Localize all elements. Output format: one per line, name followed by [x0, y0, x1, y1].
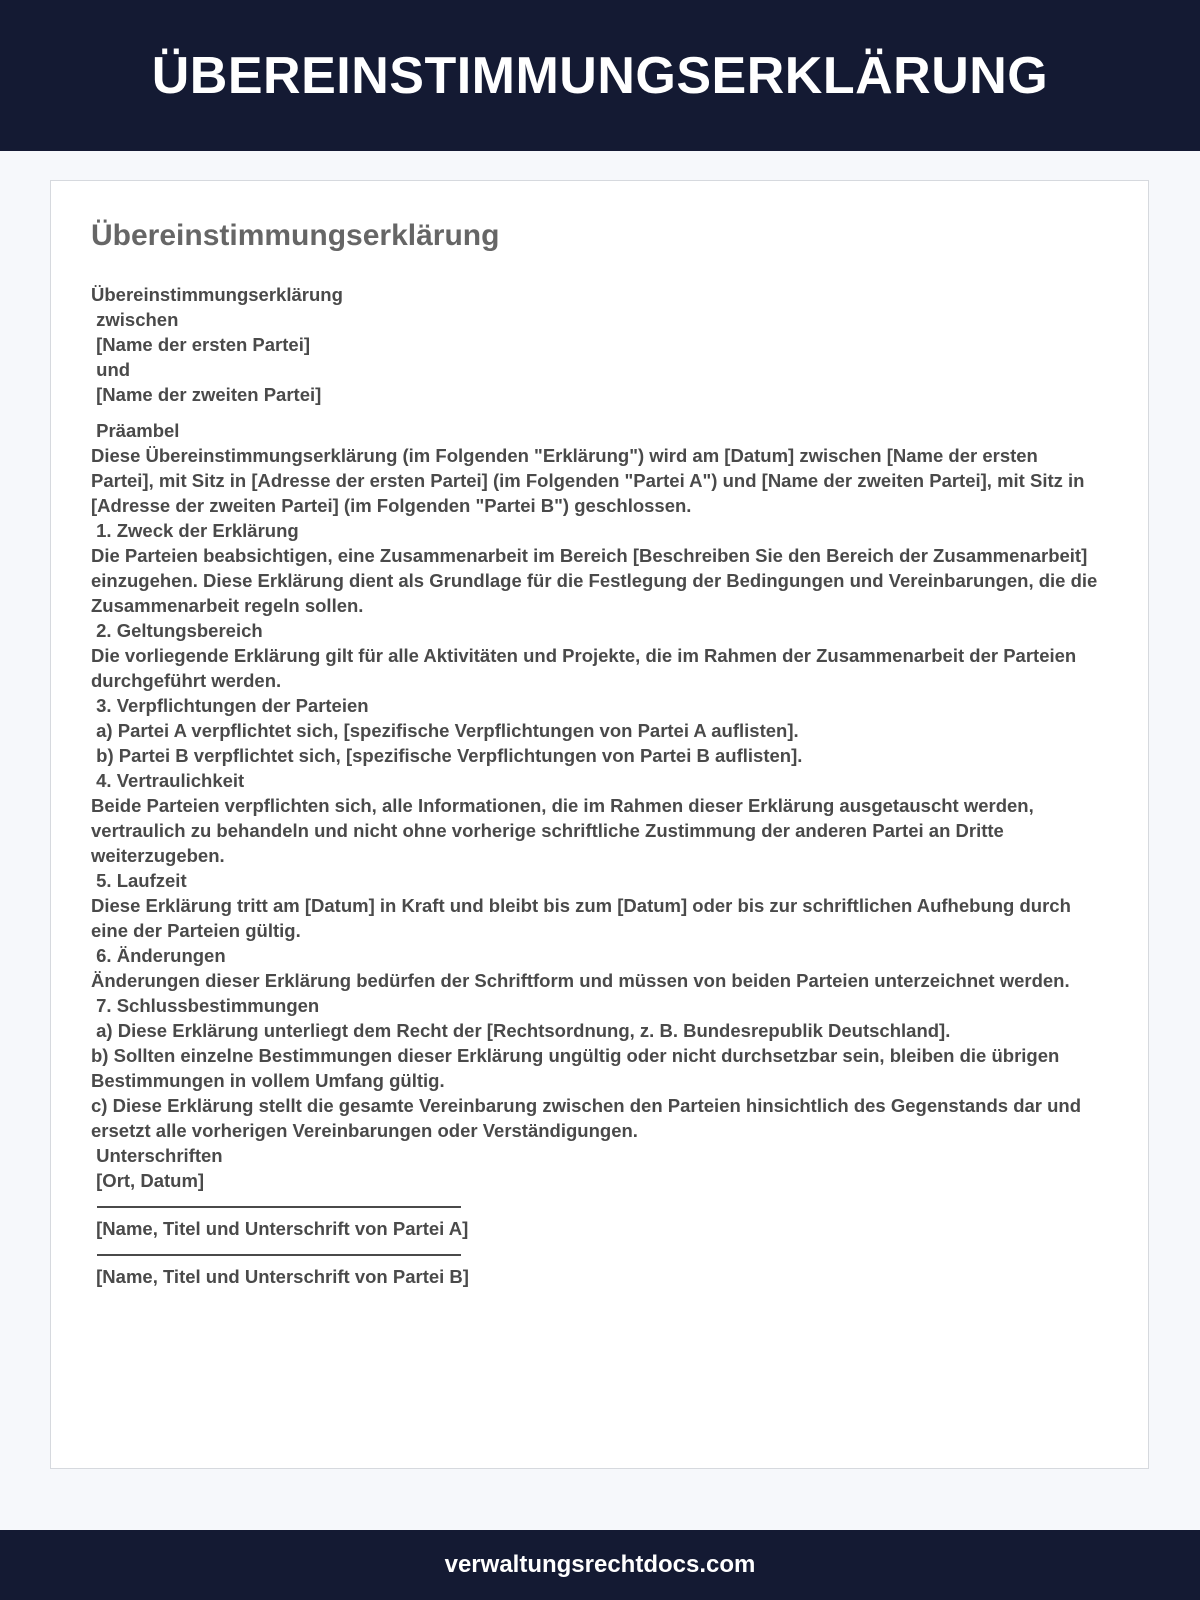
place-date: [Ort, Datum] — [91, 1170, 205, 1191]
section-7-heading: 7. Schlussbestimmungen — [91, 995, 320, 1016]
section-5-heading: 5. Laufzeit — [91, 870, 187, 891]
section-7-item-a: a) Diese Erklärung unterliegt dem Recht der [Rechtsordnung, z. B. Bundesrepublik Deutschland]. — [91, 1020, 951, 1041]
section-3-item-a: a) Partei A verpflichtet sich, [spezifische Verpflichtungen von Partei A auflisten]. — [91, 720, 799, 741]
section-6-heading: 6. Änderungen — [91, 945, 226, 966]
section-1-text: Die Parteien beabsichtigen, eine Zusammenarbeit im Bereich [Beschreiben Sie den Bereich der Zusammenarbeit] einzugehen. Diese Erklärung dient als Grundlage für die Festlegung der Bedingungen und Vereinbarungen, die die Zusammenarbeit regeln sollen. — [91, 545, 1103, 616]
intro-line: zwischen — [91, 309, 179, 330]
signature-line-a — [97, 1206, 461, 1208]
section-4-heading: 4. Vertraulichkeit — [91, 770, 245, 791]
intro-line: und — [91, 359, 131, 380]
section-7-item-c: c) Diese Erklärung stellt die gesamte Vereinbarung zwischen den Parteien hinsichtlich des Gegenstands dar und ersetzt alle vorherigen Vereinbarungen oder Verständigungen. — [91, 1095, 1087, 1141]
signature-label-b: [Name, Titel und Unterschrift von Partei B] — [91, 1266, 469, 1287]
section-1-heading: 1. Zweck der Erklärung — [91, 520, 299, 541]
section-3-heading: 3. Verpflichtungen der Parteien — [91, 695, 369, 716]
spacer — [91, 407, 1101, 418]
section-2-text: Die vorliegende Erklärung gilt für alle Aktivitäten und Projekte, die im Rahmen der Zusammenarbeit der Parteien durchgeführt werden. — [91, 645, 1082, 691]
section-6-text: Änderungen dieser Erklärung bedürfen der Schriftform und müssen von beiden Parteien unterzeichnet werden. — [91, 970, 1070, 991]
document-body — [91, 282, 1101, 1289]
intro-line: Übereinstimmungserklärung — [91, 284, 343, 305]
document-title: Übereinstimmungserklärung — [91, 219, 500, 252]
header-title: ÜBEREINSTIMMUNGSERKLÄRUNG — [151, 46, 1049, 105]
page-header — [0, 0, 1200, 151]
section-7-item-b: b) Sollten einzelne Bestimmungen dieser Erklärung ungültig oder nicht durchsetzbar sein, bleiben die übrigen Bestimmungen in vollem Umfang gültig. — [91, 1045, 1065, 1091]
footer-site: verwaltungsrechtdocs.com — [444, 1551, 756, 1578]
preamble-text: Diese Übereinstimmungserklärung (im Folgenden "Erklärung") wird am [Datum] zwischen [Name der ersten Partei], mit Sitz in [Adresse der ersten Partei] (im Folgenden "Partei A") und [Name der zweiten Partei], mit Sitz in [Adresse der zweiten Partei] (im Folgenden "Partei B") geschlossen. — [91, 445, 1090, 516]
intro-line: [Name der zweiten Partei] — [91, 384, 322, 405]
document-card — [50, 180, 1149, 1469]
preamble-heading: Präambel — [91, 420, 180, 441]
signatures-heading: Unterschriften — [91, 1145, 223, 1166]
section-4-text: Beide Parteien verpflichten sich, alle Informationen, die im Rahmen dieser Erklärung ausgetauscht werden, vertraulich zu behandeln und nicht ohne vorherige schriftliche Zustimmung der anderen Partei an Dritte weiterzugeben. — [91, 795, 1039, 866]
section-2-heading: 2. Geltungsbereich — [91, 620, 263, 641]
signature-line-b — [97, 1254, 461, 1256]
page-footer — [0, 1530, 1200, 1600]
section-3-item-b: b) Partei B verpflichtet sich, [spezifische Verpflichtungen von Partei B auflisten]. — [91, 745, 803, 766]
signature-label-a: [Name, Titel und Unterschrift von Partei A] — [91, 1218, 469, 1239]
section-5-text: Diese Erklärung tritt am [Datum] in Kraft und bleibt bis zum [Datum] oder bis zur schriftlichen Aufhebung durch eine der Parteien gültig. — [91, 895, 1077, 941]
intro-line: [Name der ersten Partei] — [91, 334, 311, 355]
